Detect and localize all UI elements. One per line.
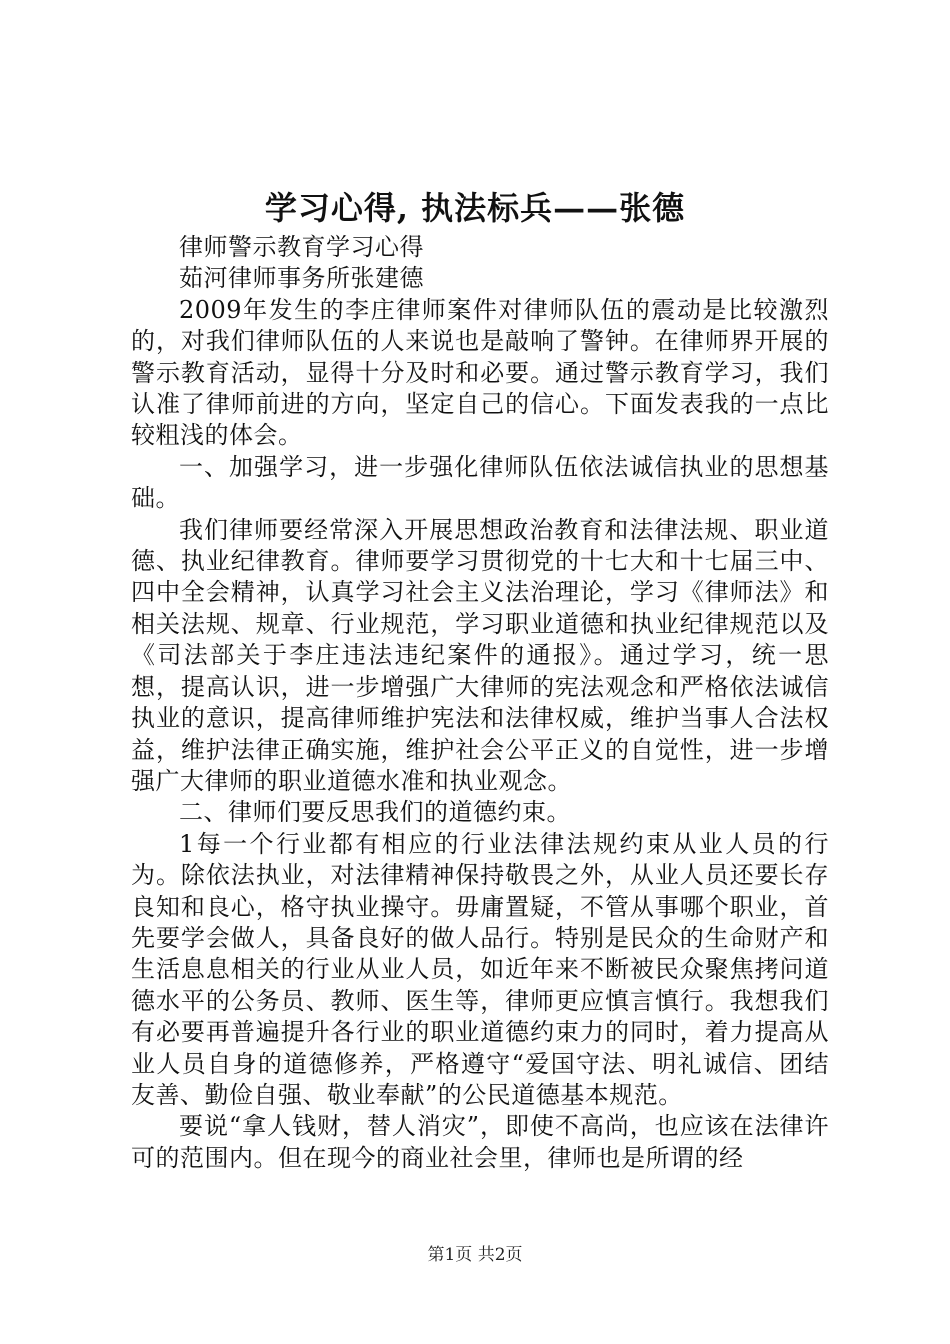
paragraph-intro: 2009年发生的李庄律师案件对律师队伍的震动是比较激烈的，对我们律师队伍的人来说也是敲响了警钟。在律师界开展的警示教育活动，显得十分及时和必要。通过警示教育学习，我们认准了律师前进的方向，坚定自己的信心。下面发表我的一点比较粗浅的体会。: [131, 295, 829, 450]
page-number-footer: 第1页 共2页: [427, 1245, 523, 1265]
document-title: 学习心得, 执法标兵——张德: [264, 189, 686, 227]
paragraph-subtitle: 律师警示教育学习心得: [179, 233, 424, 261]
paragraph-section-1: 我们律师要经常深入开展思想政治教育和法律法规、职业道德、执业纪律教育。律师要学习贯彻党的十七大和十七届三中、四中全会精神，认真学习社会主义法治理论，学习《律师法》和相关法规、规章、行业规范，学习职业道德和执业纪律规范以及《司法部关于李庄违法违纪案件的通报》。通过学习，统一思想，提高认识，进一步增强广大律师的宪法观念和严格依法诚信执业的意识，提高律师维护宪法和法律权威，维护当事人合法权益，维护法律正确实施，维护社会公平正义的自觉性，进一步增强广大律师的职业道德水准和执业观念。: [131, 515, 829, 795]
section-heading-2: 二、律师们要反思我们的道德约束。: [179, 798, 571, 827]
paragraph-author: 茹河律师事务所张建德: [179, 264, 424, 293]
paragraph-continued: 要说“拿人钱财，替人消灾”，即使不高尚，也应该在法律许可的范围内。但在现今的商业社会里，律师也是所谓的经: [131, 1112, 829, 1172]
paragraph-section-2: 1每一个行业都有相应的行业法律法规约束从业人员的行为。除依法执业，对法律精神保持敬畏之外，从业人员还要长存良知和良心，格守执业操守。毋庸置疑，不管从事哪个职业，首先要学会做人，具备良好的做人品行。特别是民众的生命财产和生活息息相关的行业从业人员，如近年来不断被民众聚焦拷问道德水平的公务员、教师、医生等，律师更应慎言慎行。我想我们有必要再普遍提升各行业的职业道德约束力的同时，着力提高从业人员自身的道德修养，严格遵守“爱国守法、明礼诚信、团结友善、勤俭自强、敬业奉献”的公民道德基本规范。: [131, 829, 829, 1109]
section-heading-1: 一、加强学习，进一步强化律师队伍依法诚信执业的思想基础。: [131, 452, 829, 513]
document-body: [131, 232, 829, 1174]
